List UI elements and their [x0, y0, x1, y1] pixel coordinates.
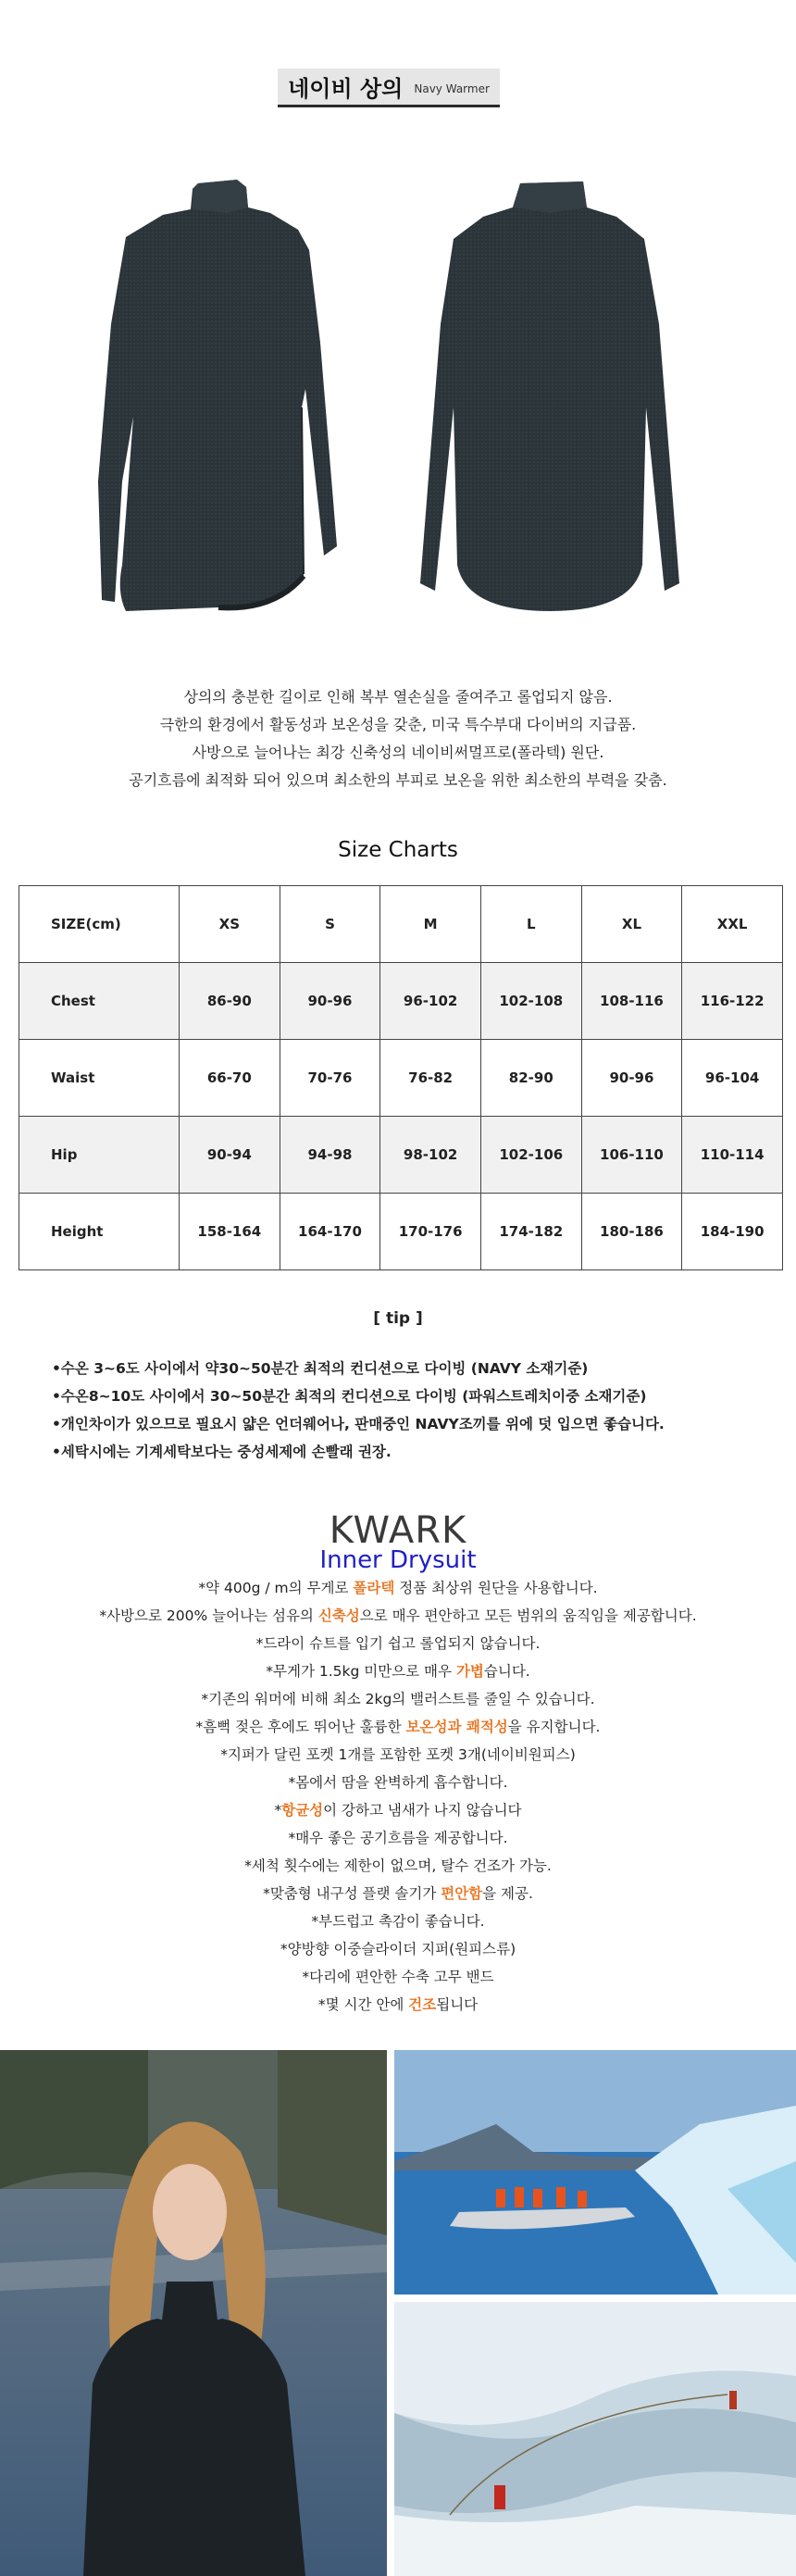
- table-row: [19, 1194, 783, 1270]
- table-cell: 70-76: [280, 1040, 380, 1117]
- tip-item: •수온 3~6도 사이에서 약30~50분간 최적의 컨디션으로 다이빙 (NAVY 소재기준): [52, 1360, 589, 1377]
- feature-text: *세척 횟수에는 제한이 없으며, 탈수 건조가 가능.: [244, 1857, 552, 1874]
- feature-text: *약 400g / m의 무게로: [198, 1580, 354, 1596]
- tip-title: [ tip ]: [373, 1309, 423, 1328]
- table-cell: 110-114: [682, 1117, 783, 1194]
- feature-line: [0, 1824, 796, 1852]
- table-row: [19, 1040, 783, 1117]
- row-label: Chest: [19, 963, 180, 1040]
- garment-front-image: [89, 176, 367, 620]
- table-cell: 90-96: [581, 1040, 682, 1117]
- garment-back-image: [411, 176, 689, 620]
- feature-text: 정품 최상위 원단을 사용합니다.: [394, 1580, 598, 1596]
- brand-name: KWARK: [329, 1509, 467, 1552]
- feature-line: [0, 1935, 796, 1963]
- feature-highlight: 폴라텍: [353, 1580, 395, 1596]
- row-label: Height: [19, 1194, 180, 1270]
- feature-highlight: 신축성: [317, 1607, 360, 1624]
- table-cell: 96-104: [682, 1040, 783, 1117]
- feature-text: *몇 시간 안에: [317, 1996, 409, 2013]
- feature-line: [0, 1713, 796, 1741]
- table-cell: 180-186: [581, 1194, 682, 1270]
- feature-line: [0, 1741, 796, 1769]
- feature-highlight: 항균성: [281, 1802, 324, 1819]
- feature-text: 으로 매우 편안하고 모든 범위의 움직임을 제공합니다.: [359, 1607, 697, 1624]
- feature-highlight: 가볍: [455, 1663, 484, 1680]
- table-cell: 174-182: [480, 1194, 581, 1270]
- table-cell: 90-94: [180, 1117, 280, 1194]
- feature-text: *다리에 편안한 수축 고무 밴드: [302, 1969, 494, 1985]
- table-cell: 108-116: [581, 963, 682, 1040]
- feature-text: 을 유지합니다.: [507, 1719, 601, 1735]
- table-cell: 90-96: [280, 963, 380, 1040]
- table-header-cell: L: [480, 886, 581, 963]
- feature-highlight: 편안함: [441, 1885, 483, 1902]
- feature-line: [0, 1991, 796, 2019]
- product-subtitle: Navy Warmer: [414, 81, 490, 95]
- table-header-cell: XS: [180, 886, 280, 963]
- table-row: [19, 963, 783, 1040]
- table-cell: 164-170: [280, 1194, 380, 1270]
- table-cell: 102-106: [480, 1117, 581, 1194]
- feature-text: *매우 좋은 공기흐름을 제공합니다.: [288, 1830, 508, 1846]
- table-cell: 82-90: [480, 1040, 581, 1117]
- table-header-cell: S: [280, 886, 380, 963]
- feature-text: 됩니다: [436, 1996, 479, 2013]
- feature-text: *드라이 슈트를 입기 쉽고 롤업되지 않습니다.: [255, 1635, 541, 1652]
- table-cell: 184-190: [682, 1194, 783, 1270]
- feature-text: *무게가 1.5kg 미만으로 매우: [266, 1663, 456, 1680]
- model-photo: [0, 2050, 387, 2576]
- product-title-box: [278, 69, 500, 107]
- feature-list: [0, 1574, 796, 2019]
- feature-text: *지퍼가 달린 포켓 1개를 포함한 포켓 3개(네이비원피스): [220, 1746, 576, 1763]
- table-header-cell: XL: [581, 886, 682, 963]
- feature-line: [0, 1602, 796, 1630]
- brand-product: Inner Drysuit: [319, 1546, 477, 1574]
- tip-item: •세탁시에는 기계세탁보다는 중성세제에 손빨래 권장.: [52, 1444, 392, 1460]
- feature-line: [0, 1574, 796, 1602]
- tip-list: [52, 1355, 774, 1466]
- feature-line: [0, 1769, 796, 1796]
- feature-line: [0, 1657, 796, 1685]
- table-cell: 102-108: [480, 963, 581, 1040]
- product-title: 네이비 상의: [288, 76, 404, 102]
- table-cell: 116-122: [682, 963, 783, 1040]
- feature-text: *기존의 워머에 비해 최소 2kg의 밸러스트를 줄일 수 있습니다.: [201, 1691, 595, 1707]
- table-cell: 94-98: [280, 1117, 380, 1194]
- description-line: 극한의 환경에서 활동성과 보온성을 갖춘, 미국 특수부대 다이버의 지급품.: [159, 716, 637, 733]
- table-cell: 158-164: [180, 1194, 280, 1270]
- feature-line: [0, 1685, 796, 1713]
- feature-line: [0, 1880, 796, 1907]
- table-header-cell: SIZE(cm): [19, 886, 180, 963]
- table-row: [19, 1117, 783, 1194]
- description-line: 상의의 충분한 길이로 인해 복부 열손실을 줄여주고 롤업되지 않음.: [183, 688, 613, 706]
- row-label: Waist: [19, 1040, 180, 1117]
- feature-text: *부드럽고 촉감이 좋습니다.: [311, 1913, 485, 1930]
- table-cell: 86-90: [180, 963, 280, 1040]
- feature-text: *양방향 이중슬라이더 지퍼(원피스류): [280, 1941, 516, 1957]
- feature-line: [0, 1963, 796, 1991]
- table-header-row: [19, 886, 783, 963]
- product-description: [0, 683, 796, 794]
- boat-photo: [394, 2050, 796, 2295]
- tip-item: •수온8~10도 사이에서 30~50분간 최적의 컨디션으로 다이빙 (파워스트레치이중 소재기준): [52, 1388, 647, 1405]
- tip-item: •개인차이가 있으므로 필요시 얇은 언더웨어나, 판매중인 NAVY조끼를 위에 덧 입으면 좋습니다.: [52, 1416, 665, 1432]
- feature-text: *맞춤형 내구성 플랫 솔기가: [263, 1885, 442, 1902]
- feature-text: *흠뻑 젖은 후에도 뛰어난 훌륭한: [195, 1719, 406, 1735]
- size-chart-title: Size Charts: [338, 838, 458, 862]
- feature-line: [0, 1852, 796, 1880]
- table-cell: 170-176: [380, 1194, 481, 1270]
- feature-text: *몸에서 땀을 완벽하게 흡수합니다.: [288, 1774, 508, 1791]
- table-cell: 66-70: [180, 1040, 280, 1117]
- description-line: 공기흐름에 최적화 되어 있으며 최소한의 부피로 보온을 위한 최소한의 부력을 갖춤.: [129, 771, 667, 789]
- table-header-cell: M: [380, 886, 481, 963]
- feature-text: 을 제공.: [482, 1885, 533, 1902]
- size-chart-table: [19, 885, 783, 1270]
- feature-text: 이 강하고 냄새가 나지 않습니다: [323, 1802, 522, 1819]
- feature-highlight: 보온성과 쾌적성: [405, 1719, 508, 1735]
- description-line: 사방으로 늘어나는 최강 신축성의 네이비써멀프로(폴라텍) 원단.: [192, 744, 604, 761]
- feature-highlight: 건조: [408, 1996, 437, 2013]
- feature-line: [0, 1630, 796, 1657]
- table-cell: 76-82: [380, 1040, 481, 1117]
- feature-line: [0, 1796, 796, 1824]
- glacier-photo: [394, 2302, 796, 2576]
- row-label: Hip: [19, 1117, 180, 1194]
- table-cell: 106-110: [581, 1117, 682, 1194]
- table-header-cell: XXL: [682, 886, 783, 963]
- feature-line: [0, 1907, 796, 1935]
- table-cell: 98-102: [380, 1117, 481, 1194]
- feature-text: *: [274, 1802, 282, 1819]
- feature-text: 습니다.: [483, 1663, 530, 1680]
- feature-text: *사방으로 200% 늘어나는 섬유의: [99, 1607, 318, 1624]
- table-cell: 96-102: [380, 963, 481, 1040]
